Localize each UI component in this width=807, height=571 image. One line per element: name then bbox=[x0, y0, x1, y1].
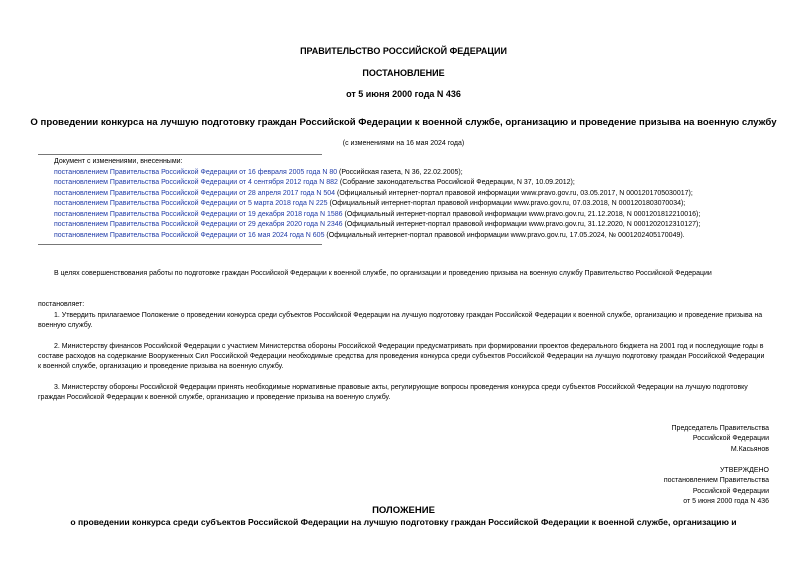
amendment-source: (Российская газета, N 36, 22.02.2005); bbox=[337, 168, 463, 176]
government-heading: ПРАВИТЕЛЬСТВО РОССИЙСКОЙ ФЕДЕРАЦИИ bbox=[300, 46, 507, 56]
amendment-link[interactable]: постановлением Правительства Российской Федерации от 29 декабря 2020 года N 2346 bbox=[54, 221, 343, 228]
amendment-source: (Официальный интернет-портал правовой информации www.pravo.gov.ru, 17.05.2024, № 0001202405170049). bbox=[324, 231, 685, 239]
document-date: от 5 июня 2000 года N 436 bbox=[346, 89, 461, 99]
signature-title: Председатель Правительства bbox=[671, 425, 769, 432]
signature-name: М.Касьянов bbox=[730, 445, 769, 453]
paragraph-2: 2. Министерству финансов Российской Федерации с участием Министерства обороны Российской Федерации предусматривать при формировании проектов федерального бюджета на 2001 год и последующие годы в составе расходов на содержание Вооруженных Сил Российской Федерации необходимые средства для проведения конкурса среди субъектов Российской Федерации на лучшую подготовку граждан Российской Федерации к военной службе, организацию и проведение призыва на военную службу. bbox=[38, 342, 765, 371]
paragraph-3: 3. Министерству обороны Российской Федерации принять необходимые нормативные правовые акты, регулирующие вопросы проведения конкурса среди субъектов Российской Федерации на лучшую подготовку граждан Российской Федерации к военной службе, организацию и проведение призыва на военную службу. bbox=[38, 384, 748, 402]
appendix-subheading: о проведении конкурса среди субъектов Российской Федерации на лучшую подготовку граждан Российской Федерации к военной службе, организацию и bbox=[70, 517, 737, 527]
amendment-source: (Официальный интернет-портал правовой информации www.pravo.gov.ru, 31.12.2020, N 0001202012310127); bbox=[342, 221, 701, 228]
amendment-item bbox=[54, 220, 700, 231]
amendment-source: (Собрание законодательства Российской Федерации, N 37, 10.09.2012); bbox=[337, 179, 575, 186]
amendment-source: (Официальный интернет-портал правовой информации www.pravo.gov.ru, 07.03.2018, N 0001201803070034); bbox=[327, 200, 686, 207]
amendment-item bbox=[54, 189, 693, 200]
document-title: О проведении конкурса на лучшую подготовку граждан Российской Федерации к военной службе, организацию и проведение призыва на военную службу bbox=[30, 117, 777, 128]
amendments-intro: Документ с изменениями, внесенными: bbox=[54, 158, 183, 165]
signature-block bbox=[672, 424, 769, 455]
amendment-source: (Официальный интернет-портал правовой информации www.pravo.gov.ru, 21.12.2018, N 0001201812210016); bbox=[342, 210, 701, 218]
paragraph-1: 1. Утвердить прилагаемое Положение о проведении конкурса среди субъектов Российской Федерации на лучшую подготовку граждан Российской Федерации к военной службе, организацию и проведение призыва на военную службу. bbox=[38, 311, 763, 329]
approval-date: от 5 июня 2000 года N 436 bbox=[683, 498, 769, 506]
amendment-item bbox=[54, 178, 575, 189]
amendment-source: (Официальный интернет-портал правовой информации www.pravo.gov.ru, 03.05.2017, N 0001201705030017); bbox=[335, 189, 693, 197]
amendment-link[interactable]: постановлением Правительства Российской Федерации от 28 апреля 2017 года N 504 bbox=[54, 189, 336, 197]
amendment-link[interactable]: постановлением Правительства Российской Федерации от 5 марта 2018 года N 225 bbox=[54, 200, 328, 207]
preamble-paragraph: В целях совершенствования работы по подготовке граждан Российской Федерации к военной службе, по организации и проведению призыва на военную службу Правительство Российской Федерации bbox=[54, 270, 712, 277]
appendix-heading: ПОЛОЖЕНИЕ bbox=[372, 505, 435, 516]
document-type: ПОСТАНОВЛЕНИЕ bbox=[362, 68, 445, 78]
amendment-link[interactable]: постановлением Правительства Российской Федерации от 16 мая 2024 года N 605 bbox=[54, 231, 325, 239]
amendment-link[interactable]: постановлением Правительства Российской Федерации от 16 февраля 2005 года N 80 bbox=[54, 168, 338, 176]
approval-country: Российской Федерации bbox=[692, 487, 769, 495]
amendment-link[interactable]: постановлением Правительства Российской Федерации от 19 декабря 2018 года N 1586 bbox=[54, 210, 343, 218]
amendments-bottom-rule bbox=[38, 244, 322, 245]
amendment-item bbox=[54, 210, 700, 221]
revision-note: (с изменениями на 16 мая 2024 года) bbox=[342, 140, 465, 147]
signature-country: Российской Федерации bbox=[692, 435, 769, 443]
approval-block bbox=[664, 466, 769, 508]
decrees-line: постановляет: bbox=[38, 301, 85, 308]
amendment-link[interactable]: постановлением Правительства Российской Федерации от 4 сентября 2012 года N 882 bbox=[54, 179, 338, 186]
amendment-item bbox=[54, 231, 685, 242]
approval-act: постановлением Правительства bbox=[663, 477, 769, 485]
amendments-top-rule bbox=[38, 154, 322, 155]
amendment-item bbox=[54, 168, 463, 179]
amendment-item bbox=[54, 199, 685, 210]
approval-label: УТВЕРЖДЕНО bbox=[719, 467, 769, 474]
